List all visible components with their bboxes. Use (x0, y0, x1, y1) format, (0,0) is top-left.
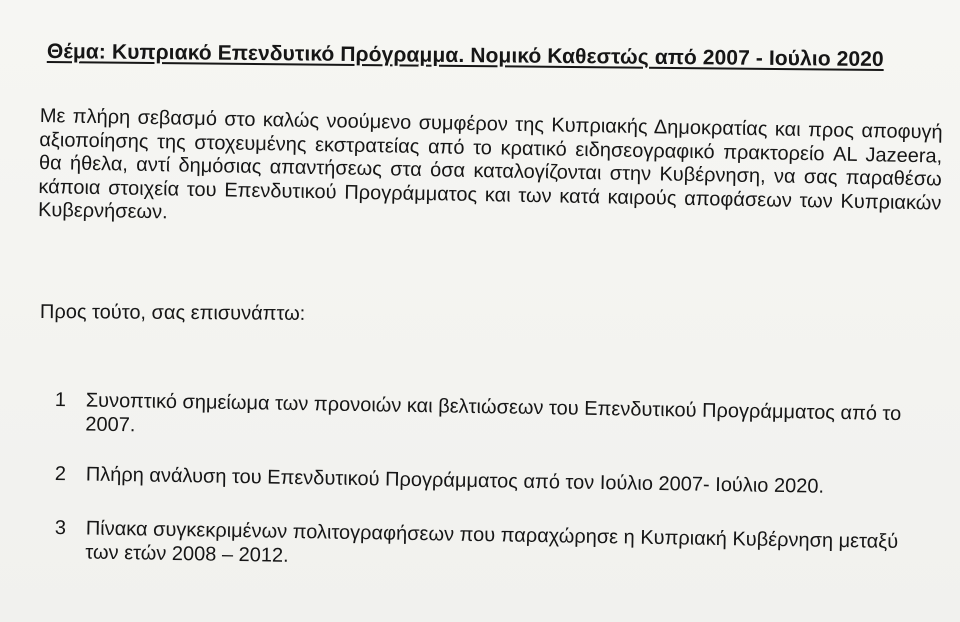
attachment-number: 2 (54, 462, 67, 486)
attachment-number: 3 (54, 516, 67, 540)
attachment-item (54, 388, 925, 437)
attachment-item (54, 462, 925, 498)
attachments-intro: Προς τούτο, σας επισυνάπτω: (39, 301, 306, 325)
attachment-text: Πίνακα συγκεκριμένων πολιτογραφήσεων που παραχώρησε η Κυπριακή Κυβέρνηση μεταξύ των ετών 2008 – 2012. (85, 517, 899, 567)
body-paragraph: Με πλήρη σεβασμό στο καλώς νοούμενο συμφέρον της Κυπριακής Δημοκρατίας και προς αποφυγή αξιοποίησης της στοχευμένης εκστρατείας από το κρατικό ειδησεογραφικό πρακτορείο AL Jazeera, θα ήθελα, αντί δημόσιας απαντήσεως στα όσα καταλογίζονται στην Κυβέρνηση, να σας παραθέσω κάποια στοιχεία του Επενδυτικού Προγράμματος και των κατά καιρούς αποφάσεων των Κυπριακών Κυβερνήσεων. (37, 105, 943, 224)
attachment-number: 1 (54, 388, 67, 412)
letter-subject: Θέμα: Κυπριακό Επενδυτικό Πρόγραμμα. Νομικό Καθεστώς από 2007 - Ιούλιο 2020 (46, 40, 884, 72)
attachment-item (54, 516, 925, 567)
attachment-text: Συνοπτικό σημείωμα των προνοιών και βελτιώσεων του Επενδυτικού Προγράμματος από το 2007. (85, 389, 902, 437)
attachment-text: Πλήρη ανάλυση του Επενδυτικού Προγράμματος από τον Ιούλιο 2007- Ιούλιο 2020. (85, 463, 825, 498)
